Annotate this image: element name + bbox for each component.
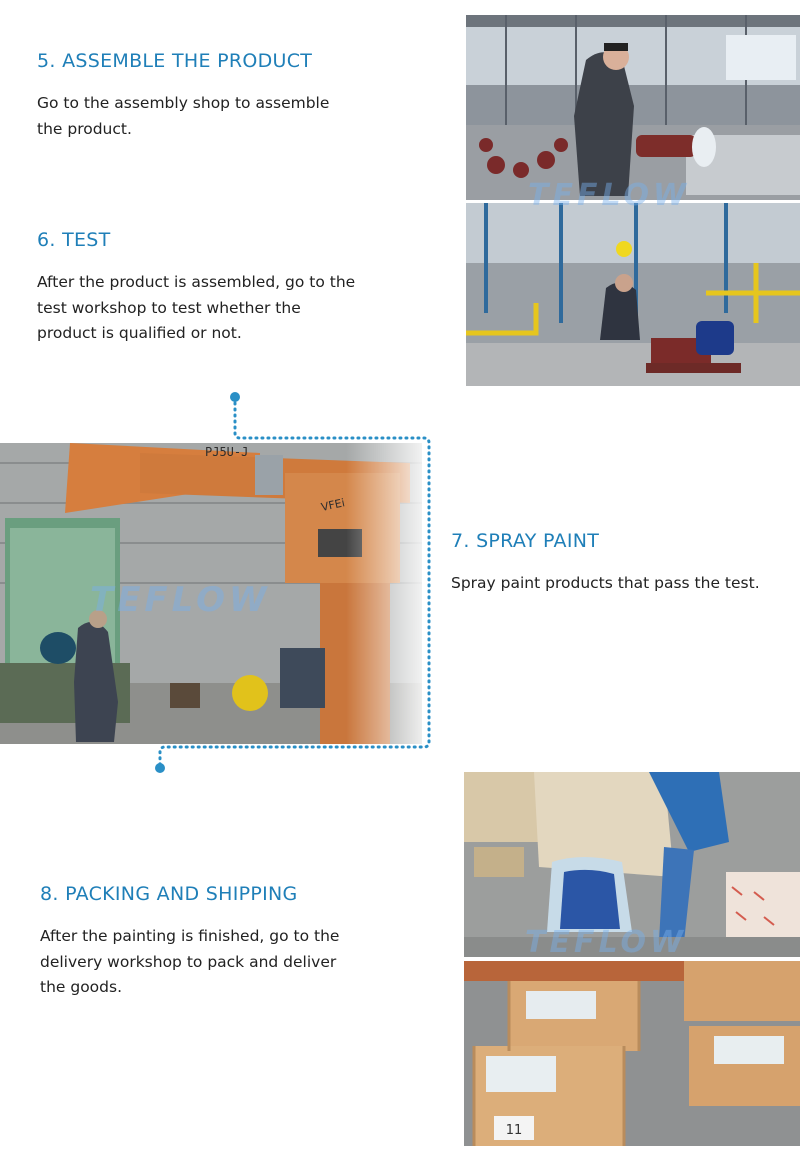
step-7-title: 7. SPRAY PAINT (451, 530, 600, 552)
step-8-description: After the painting is finished, go to the delivery workshop to pack and deliver the goods. (40, 927, 340, 996)
step-8-title: 8. PACKING AND SHIPPING (40, 883, 298, 905)
step-7-description: Spray paint products that pass the test. (451, 574, 760, 592)
step-5-description: Go to the assembly shop to assemble the product. (37, 94, 330, 138)
crane-model-label: PJ5U-J (205, 445, 249, 459)
step-5-title: 5. ASSEMBLE THE PRODUCT (37, 50, 313, 72)
crate-mark: 11 (505, 1123, 523, 1138)
watermark-bottom: TEFLOW (525, 925, 688, 960)
test-workshop-photo (466, 203, 800, 386)
connector-dot-bottom (155, 763, 165, 773)
watermark-top: TEFLOW (528, 178, 691, 213)
assembly-shop-photo (466, 15, 800, 200)
step-6-title: 6. TEST (37, 229, 111, 251)
watermark-middle: TEFLOW (90, 580, 271, 620)
crane-brand-label: VFEi (319, 496, 346, 514)
connector-dot-top (230, 392, 240, 402)
step-6-description: After the product is assembled, go to the test workshop to test whether the product is qualified or not. (37, 273, 356, 342)
shipping-crates-photo (464, 961, 800, 1146)
